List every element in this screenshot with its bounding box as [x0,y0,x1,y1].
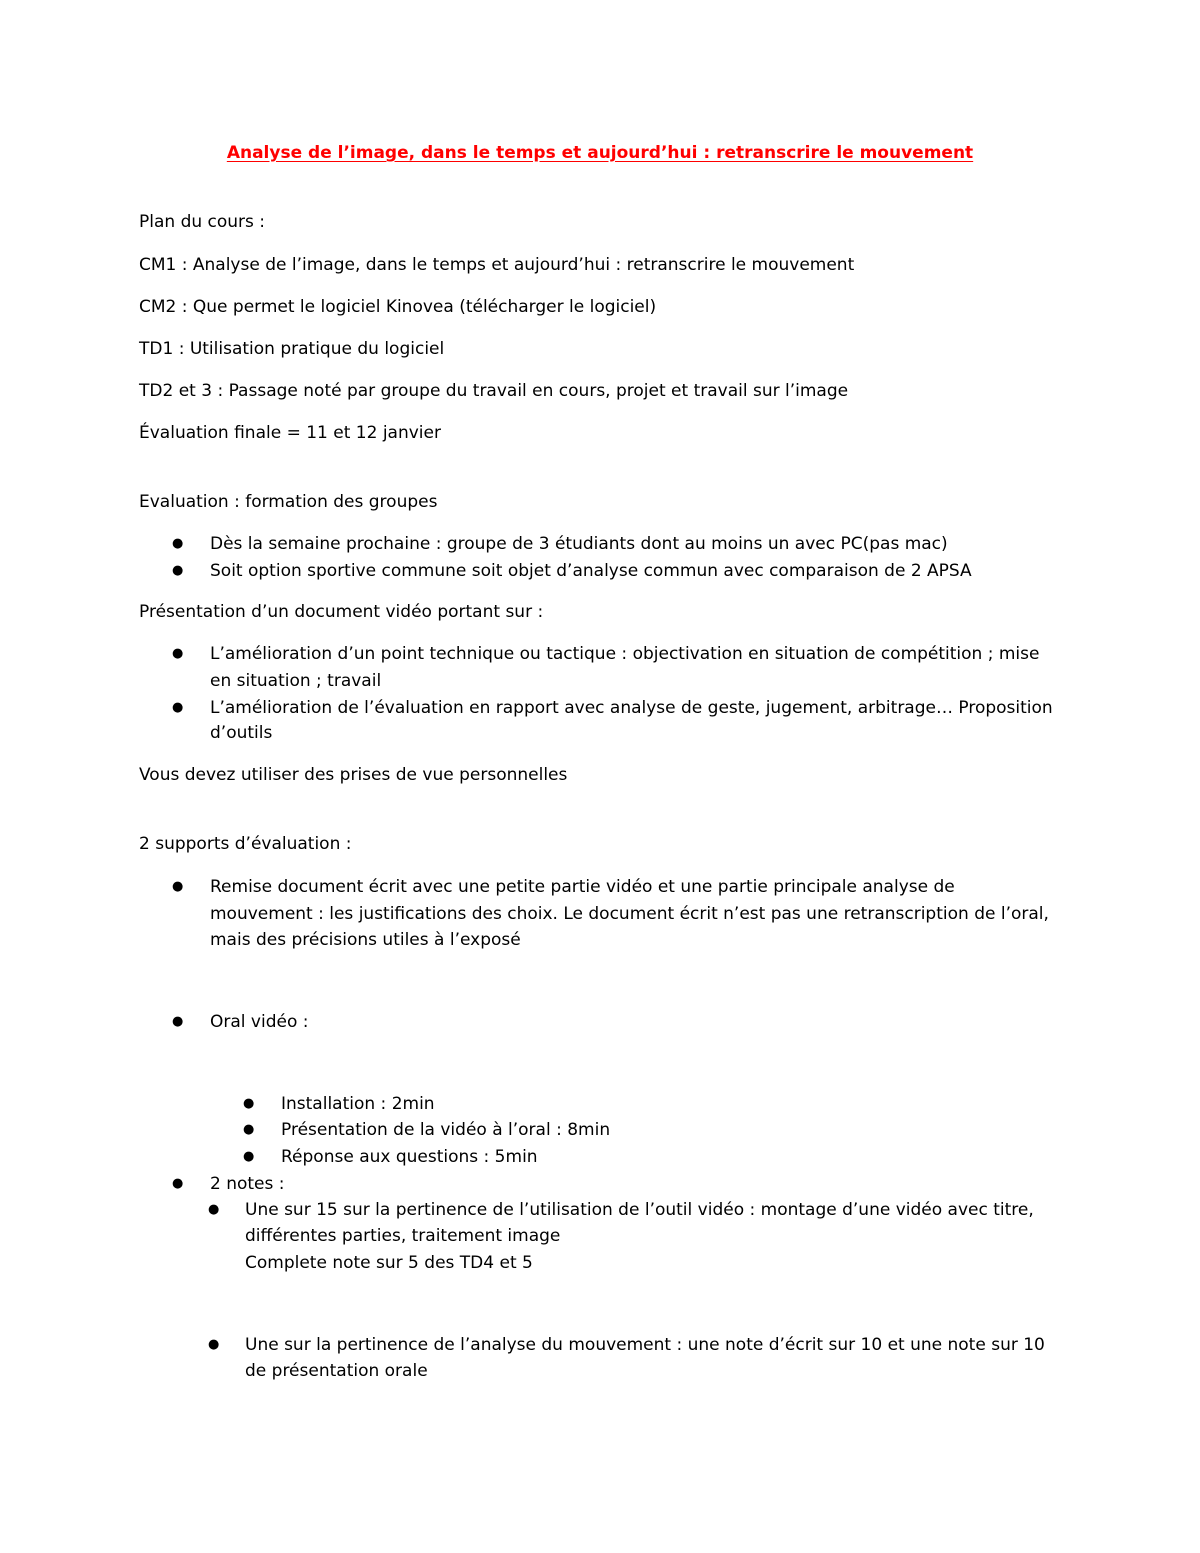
plan-heading: Plan du cours : [139,212,266,232]
bullet-icon: ● [208,1337,220,1352]
note-one-line-3: Complete note sur 5 des TD4 et 5 [245,1253,533,1273]
bullet-icon: ● [243,1096,255,1111]
bullet-icon: ● [172,700,184,715]
eval-bullet-1: Dès la semaine prochaine : groupe de 3 étudiants dont au moins un avec PC(pas mac) [210,534,948,554]
support-oral: Oral vidéo : [210,1012,309,1032]
note-one-line-1: Une sur 15 sur la pertinence de l’utilisation de l’outil vidéo : montage d’une vidéo avec titre, [245,1200,1034,1220]
plan-item-cm2: CM2 : Que permet le logiciel Kinovea (télécharger le logiciel) [139,297,657,317]
supports-heading: 2 supports d’évaluation : [139,834,352,854]
plan-item-cm1: CM1 : Analyse de l’image, dans le temps et aujourd’hui : retranscrire le mouvement [139,255,855,275]
presentation-bullet-1-line-2: en situation ; travail [210,671,382,691]
presentation-bullet-2-line-2: d’outils [210,723,273,743]
presentation-bullet-1-line-1: L’amélioration d’un point technique ou tactique : objectivation en situation de compétition ; mise [210,644,1040,664]
bullet-icon: ● [243,1122,255,1137]
plan-item-final: Évaluation finale = 11 et 12 janvier [139,423,441,443]
oral-item-questions: Réponse aux questions : 5min [281,1147,538,1167]
plan-item-td1: TD1 : Utilisation pratique du logiciel [139,339,445,359]
note-one-line-2: différentes parties, traitement image [245,1226,561,1246]
bullet-icon: ● [243,1149,255,1164]
note-two-line-1: Une sur la pertinence de l’analyse du mouvement : une note d’écrit sur 10 et une note sur 10 [245,1335,1045,1355]
presentation-heading: Présentation d’un document vidéo portant sur : [139,602,544,622]
notes-heading: 2 notes : [210,1174,285,1194]
plan-item-td2: TD2 et 3 : Passage noté par groupe du travail en cours, projet et travail sur l’image [139,381,849,401]
note-two-line-2: de présentation orale [245,1361,428,1381]
support-written-line-1: Remise document écrit avec une petite partie vidéo et une partie principale analyse de [210,877,955,897]
presentation-bullet-2-line-1: L’amélioration de l’évaluation en rapport avec analyse de geste, jugement, arbitrage… Proposition [210,698,1053,718]
support-written-line-3: mais des précisions utiles à l’exposé [210,930,521,950]
oral-item-presentation: Présentation de la vidéo à l’oral : 8min [281,1120,611,1140]
oral-item-installation: Installation : 2min [281,1094,435,1114]
bullet-icon: ● [208,1202,220,1217]
support-written-line-2: mouvement : les justifications des choix. Le document écrit n’est pas une retranscription de l’oral, [210,904,1049,924]
eval-heading: Evaluation : formation des groupes [139,492,438,512]
bullet-icon: ● [172,1014,184,1029]
bullet-icon: ● [172,1176,184,1191]
document-title: Analyse de l’image, dans le temps et aujourd’hui : retranscrire le mouvement [226,143,974,163]
bullet-icon: ● [172,563,184,578]
eval-bullet-2: Soit option sportive commune soit objet d’analyse commun avec comparaison de 2 APSA [210,561,972,581]
bullet-icon: ● [172,536,184,551]
bullet-icon: ● [172,879,184,894]
bullet-icon: ● [172,646,184,661]
personal-note: Vous devez utiliser des prises de vue personnelles [139,765,568,785]
